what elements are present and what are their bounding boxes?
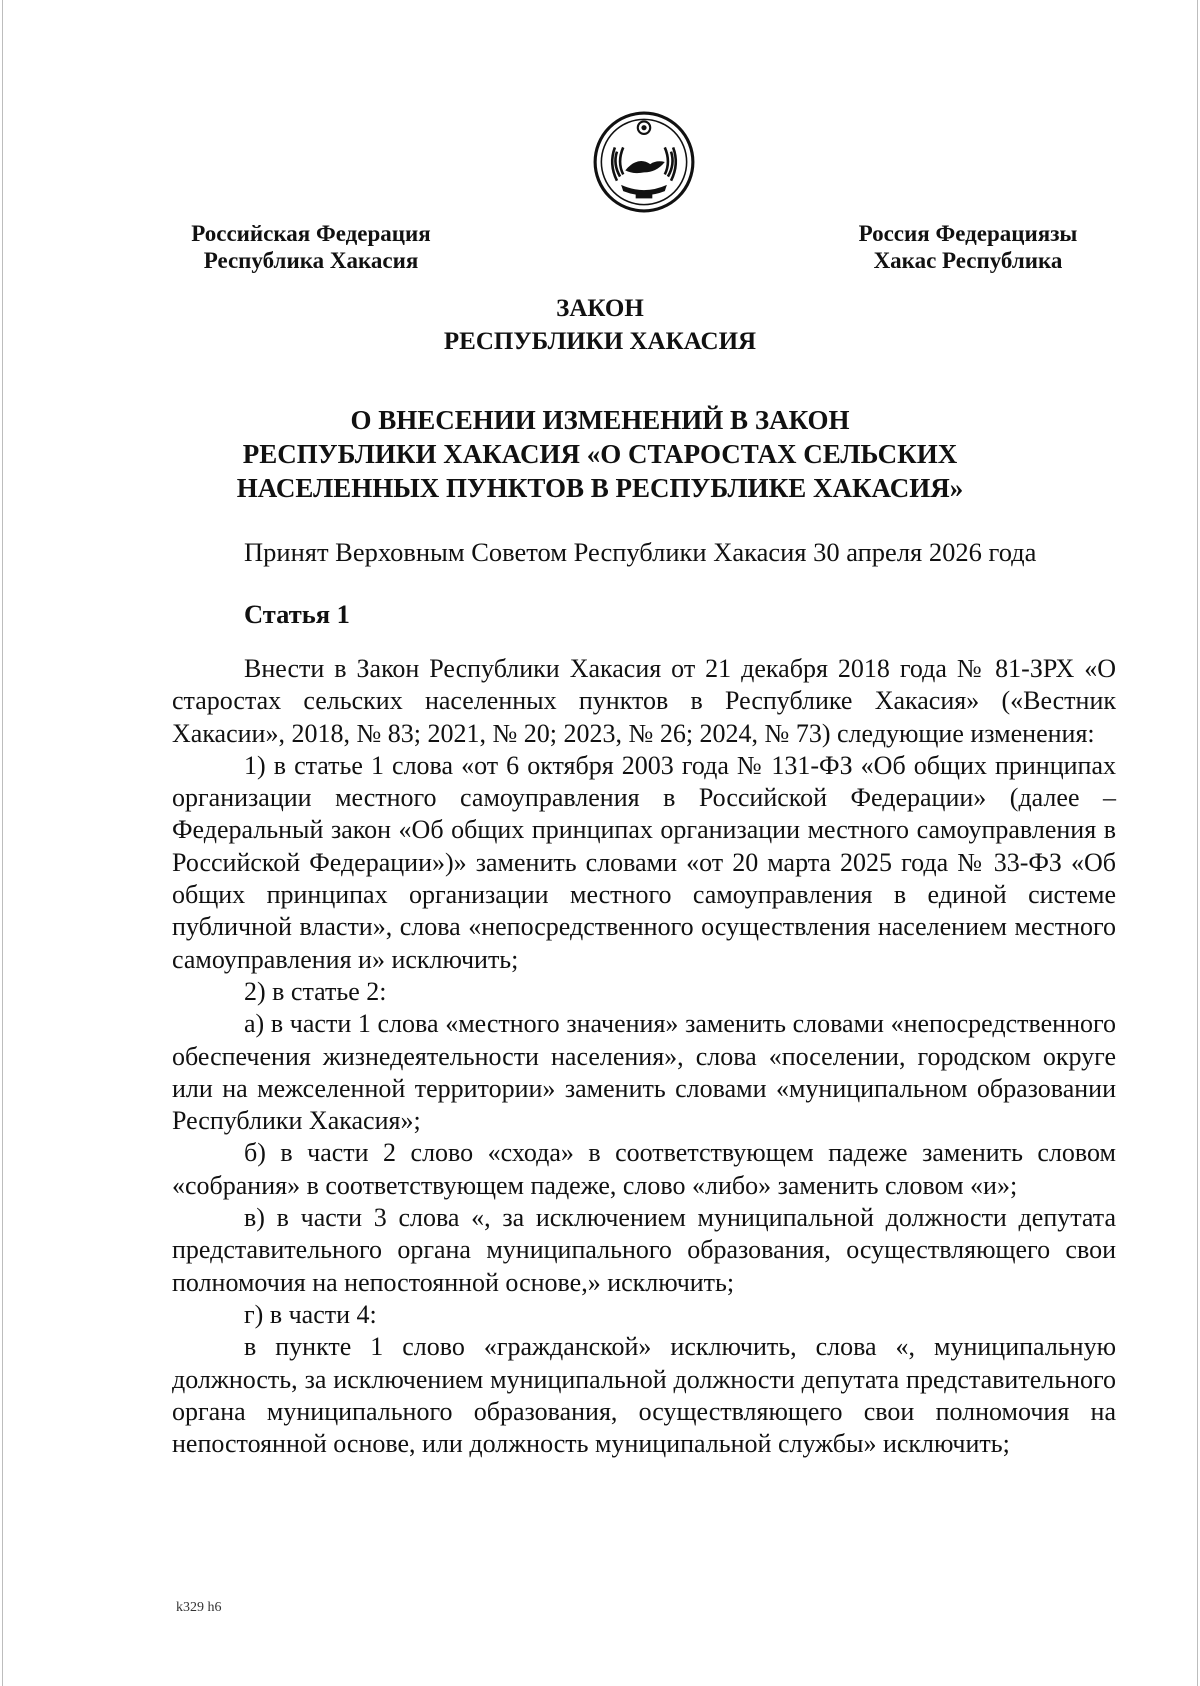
article-title: Статья 1 xyxy=(244,599,350,629)
header-left-line1: Российская Федерация xyxy=(191,221,431,246)
document-code: k329 h6 xyxy=(176,1600,222,1615)
article-paragraph-intro: Внести в Закон Республики Хакасия от 21 декабря 2018 года № 81-ЗРХ «О старостах сельских населенных пунктов в Республике Хакасия» («Вестник Хакасии», 2018, № 83; 2021, № 20; 2023, № 26; 2024, № 73) следующие изменения: xyxy=(172,654,1116,748)
adoption-note: Принят Верховным Советом Республики Хакасия 30 апреля 2026 года xyxy=(244,537,1037,567)
law-title-line2: РЕСПУБЛИКИ ХАКАСИЯ xyxy=(443,328,757,355)
article-paragraph-item-2d-1: в пункте 1 слово «гражданской» исключить, слова «, муниципальную должность, за исключением муниципальной должности депутата представительного органа муниципального образования, осуществляющего свои полномочия на непостоянной основе, или должность муниципальной службы» исключить; xyxy=(172,1332,1116,1459)
article-paragraph-item-2d: г) в части 4: xyxy=(244,1299,377,1329)
article-paragraph-item-2: 2) в статье 2: xyxy=(244,976,387,1006)
article-paragraph-item-2c: в) в части 3 слова «, за исключением муниципальной должности депутата представительного органа муниципального образования, осуществляющего свои полномочия на непостоянной основе,» исключить; xyxy=(172,1203,1116,1297)
header-right xyxy=(850,220,1086,274)
header-left xyxy=(180,220,442,274)
scan-edge-right xyxy=(1197,0,1198,1686)
article-body xyxy=(172,653,1116,1460)
header-right-line2: Хакас Республика xyxy=(873,248,1063,273)
law-title xyxy=(0,292,1200,358)
law-subject-line2: РЕСПУБЛИКИ ХАКАСИЯ «О СТАРОСТАХ СЕЛЬСКИХ xyxy=(242,439,958,469)
law-title-line1: ЗАКОН xyxy=(556,295,644,322)
header-left-line2: Республика Хакасия xyxy=(203,248,419,273)
scan-edge-left xyxy=(2,0,3,1686)
law-subject xyxy=(0,403,1200,505)
law-subject-line3: НАСЕЛЕННЫХ ПУНКТОВ В РЕСПУБЛИКЕ ХАКАСИЯ» xyxy=(236,473,964,503)
header-right-line1: Россия Федерациязы xyxy=(858,221,1078,246)
article-paragraph-item-2a: а) в части 1 слова «местного значения» заменить словами «непосредственного обеспечения жизнедеятельности населения», слова «поселении, городском округе или на межселенной территории» заменить словами «муниципальном образовании Республики Хакасия»; xyxy=(172,1009,1116,1136)
article-paragraph-item-1: 1) в статье 1 слова «от 6 октября 2003 года № 131-ФЗ «Об общих принципах организации местного самоуправления в Российской Федерации» (далее – Федеральный закон «Об общих принципах организации местного самоуправления в Российской Федерации»)» заменить словами «от 20 марта 2025 года № 33-ФЗ «Об общих принципах организации местного самоуправления в единой системе публичной власти», слова «непосредственного осуществления населением местного самоуправления и» исключить; xyxy=(172,750,1116,974)
law-subject-line1: О ВНЕСЕНИИ ИЗМЕНЕНИЙ В ЗАКОН xyxy=(350,405,850,435)
coat-of-arms-icon xyxy=(592,110,696,214)
article-paragraph-item-2b: б) в части 2 слово «схода» в соответствующем падеже заменить словом «собрания» в соответствующем падеже, слово «либо» заменить словом «и»; xyxy=(172,1138,1116,1200)
